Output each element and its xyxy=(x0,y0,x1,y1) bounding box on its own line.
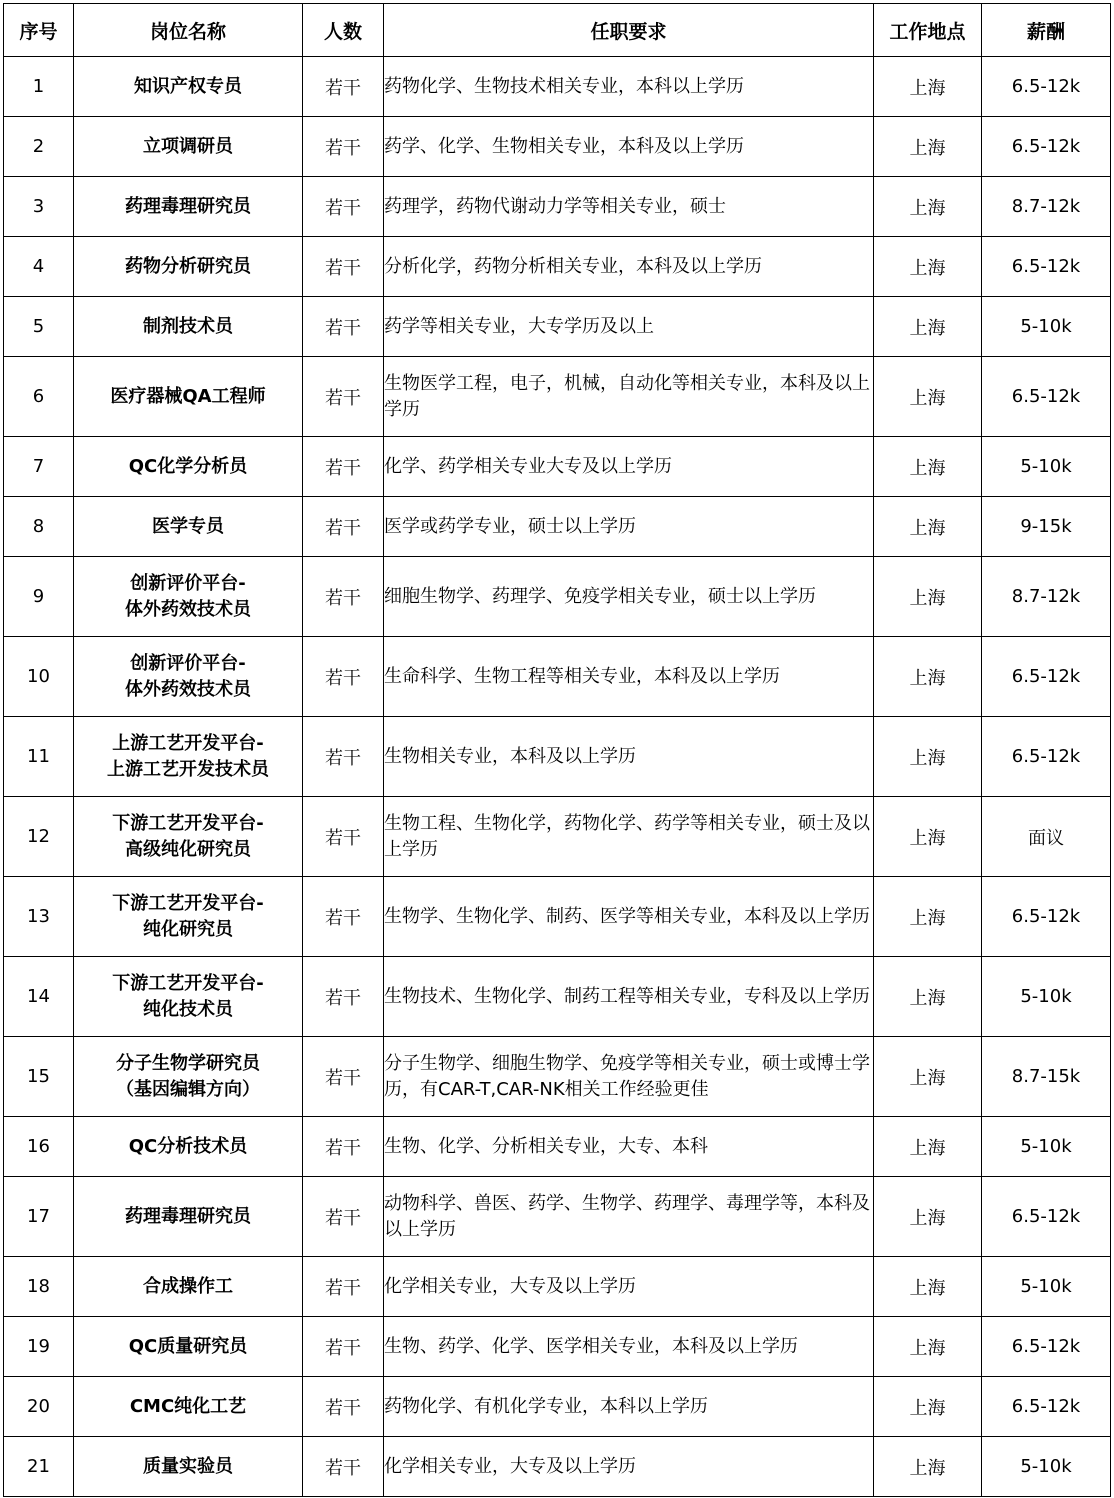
cell-no: 20 xyxy=(4,1377,74,1437)
table-row xyxy=(4,1317,1111,1377)
cell-location: 上海 xyxy=(874,177,982,237)
cell-count: 若干 xyxy=(303,1437,384,1497)
job-table-sheet xyxy=(3,3,1111,1497)
cell-no: 8 xyxy=(4,497,74,557)
cell-title-line: 体外药效技术员 xyxy=(125,598,251,620)
cell-count: 若干 xyxy=(303,497,384,557)
cell-location: 上海 xyxy=(874,117,982,177)
table-row xyxy=(4,57,1111,117)
cell-salary: 6.5-12k xyxy=(982,57,1111,117)
cell-count: 若干 xyxy=(303,177,384,237)
cell-title-line: 下游工艺开发平台- xyxy=(112,812,264,834)
cell-no: 13 xyxy=(4,877,74,957)
cell-location: 上海 xyxy=(874,1257,982,1317)
cell-requirements: 生命科学、生物工程等相关专业，本科及以上学历 xyxy=(384,637,874,717)
cell-title xyxy=(74,1037,303,1117)
cell-requirements: 生物学、生物化学、制药、医学等相关专业，本科及以上学历 xyxy=(384,877,874,957)
cell-salary: 6.5-12k xyxy=(982,237,1111,297)
cell-count: 若干 xyxy=(303,357,384,437)
cell-requirements: 化学相关专业，大专及以上学历 xyxy=(384,1257,874,1317)
cell-salary: 5-10k xyxy=(982,297,1111,357)
cell-title-line: 立项调研员 xyxy=(143,135,233,157)
cell-salary: 8.7-15k xyxy=(982,1037,1111,1117)
job-table-body xyxy=(4,57,1111,1497)
cell-count: 若干 xyxy=(303,957,384,1037)
table-row xyxy=(4,637,1111,717)
header-location: 工作地点 xyxy=(874,4,982,57)
cell-title-line: 药理毒理研究员 xyxy=(125,195,251,217)
cell-location: 上海 xyxy=(874,797,982,877)
cell-count: 若干 xyxy=(303,297,384,357)
cell-requirements: 生物技术、生物化学、制药工程等相关专业，专科及以上学历 xyxy=(384,957,874,1037)
cell-count: 若干 xyxy=(303,877,384,957)
cell-title xyxy=(74,557,303,637)
cell-title-line: 合成操作工 xyxy=(143,1275,233,1297)
cell-location: 上海 xyxy=(874,1437,982,1497)
cell-title xyxy=(74,1437,303,1497)
cell-title xyxy=(74,437,303,497)
cell-title xyxy=(74,1117,303,1177)
table-row xyxy=(4,117,1111,177)
cell-location: 上海 xyxy=(874,57,982,117)
cell-requirements: 分析化学，药物分析相关专业，本科及以上学历 xyxy=(384,237,874,297)
cell-salary: 9-15k xyxy=(982,497,1111,557)
cell-requirements: 药物化学、有机化学专业，本科以上学历 xyxy=(384,1377,874,1437)
cell-location: 上海 xyxy=(874,497,982,557)
cell-salary: 6.5-12k xyxy=(982,637,1111,717)
header-count: 人数 xyxy=(303,4,384,57)
cell-no: 4 xyxy=(4,237,74,297)
cell-title xyxy=(74,957,303,1037)
cell-count: 若干 xyxy=(303,717,384,797)
table-row xyxy=(4,1117,1111,1177)
cell-location: 上海 xyxy=(874,237,982,297)
cell-title xyxy=(74,497,303,557)
cell-count: 若干 xyxy=(303,437,384,497)
cell-requirements: 生物、药学、化学、医学相关专业，本科及以上学历 xyxy=(384,1317,874,1377)
header-title: 岗位名称 xyxy=(74,4,303,57)
table-row xyxy=(4,1177,1111,1257)
table-row xyxy=(4,1377,1111,1437)
cell-no: 1 xyxy=(4,57,74,117)
cell-count: 若干 xyxy=(303,1117,384,1177)
cell-requirements: 分子生物学、细胞生物学、免疫学等相关专业，硕士或博士学历，有CAR-T,CAR-NK相关工作经验更佳 xyxy=(384,1037,874,1117)
cell-title-line: 创新评价平台- xyxy=(130,572,246,594)
cell-location: 上海 xyxy=(874,557,982,637)
table-row xyxy=(4,177,1111,237)
cell-title xyxy=(74,297,303,357)
cell-salary: 6.5-12k xyxy=(982,117,1111,177)
cell-requirements: 生物相关专业，本科及以上学历 xyxy=(384,717,874,797)
table-row xyxy=(4,957,1111,1037)
cell-salary: 6.5-12k xyxy=(982,877,1111,957)
cell-count: 若干 xyxy=(303,1177,384,1257)
cell-title xyxy=(74,1257,303,1317)
cell-title xyxy=(74,57,303,117)
cell-location: 上海 xyxy=(874,437,982,497)
table-header-row xyxy=(4,4,1111,57)
cell-requirements: 药理学，药物代谢动力学等相关专业，硕士 xyxy=(384,177,874,237)
cell-count: 若干 xyxy=(303,1257,384,1317)
cell-salary: 8.7-12k xyxy=(982,557,1111,637)
cell-title-line: 药理毒理研究员 xyxy=(125,1205,251,1227)
cell-location: 上海 xyxy=(874,1117,982,1177)
header-no: 序号 xyxy=(4,4,74,57)
cell-no: 15 xyxy=(4,1037,74,1117)
cell-requirements: 生物医学工程，电子，机械，自动化等相关专业，本科及以上学历 xyxy=(384,357,874,437)
cell-title xyxy=(74,1377,303,1437)
cell-location: 上海 xyxy=(874,877,982,957)
header-salary: 薪酬 xyxy=(982,4,1111,57)
cell-salary: 6.5-12k xyxy=(982,1377,1111,1437)
cell-count: 若干 xyxy=(303,797,384,877)
cell-location: 上海 xyxy=(874,357,982,437)
cell-no: 11 xyxy=(4,717,74,797)
job-table xyxy=(3,3,1111,1497)
cell-title-line: CMC纯化工艺 xyxy=(129,1395,247,1417)
cell-salary: 6.5-12k xyxy=(982,357,1111,437)
cell-title-line: 医疗器械QA工程师 xyxy=(110,385,266,407)
cell-salary: 5-10k xyxy=(982,1437,1111,1497)
cell-location: 上海 xyxy=(874,717,982,797)
table-row xyxy=(4,357,1111,437)
cell-salary: 5-10k xyxy=(982,957,1111,1037)
cell-requirements: 药物化学、生物技术相关专业，本科以上学历 xyxy=(384,57,874,117)
cell-title-line: 制剂技术员 xyxy=(143,315,233,337)
cell-count: 若干 xyxy=(303,117,384,177)
cell-no: 19 xyxy=(4,1317,74,1377)
table-row xyxy=(4,557,1111,637)
cell-no: 2 xyxy=(4,117,74,177)
cell-location: 上海 xyxy=(874,637,982,717)
table-row xyxy=(4,1437,1111,1497)
cell-title-line: 分子生物学研究员 xyxy=(116,1052,260,1074)
table-row xyxy=(4,877,1111,957)
cell-requirements: 药学、化学、生物相关专业，本科及以上学历 xyxy=(384,117,874,177)
cell-title-line: QC分析技术员 xyxy=(128,1135,248,1157)
cell-title-line: QC质量研究员 xyxy=(128,1335,248,1357)
header-requirements: 任职要求 xyxy=(384,4,874,57)
cell-no: 9 xyxy=(4,557,74,637)
cell-title-line: 质量实验员 xyxy=(143,1455,233,1477)
cell-requirements: 药学等相关专业，大专学历及以上 xyxy=(384,297,874,357)
cell-title-line: 药物分析研究员 xyxy=(125,255,251,277)
cell-title-line: 纯化技术员 xyxy=(143,998,233,1020)
cell-title xyxy=(74,1317,303,1377)
cell-salary: 6.5-12k xyxy=(982,717,1111,797)
cell-title-line: QC化学分析员 xyxy=(128,455,248,477)
cell-requirements: 化学相关专业，大专及以上学历 xyxy=(384,1437,874,1497)
cell-title-line: （基因编辑方向） xyxy=(116,1078,260,1100)
cell-title-line: 知识产权专员 xyxy=(134,75,242,97)
table-row xyxy=(4,1037,1111,1117)
cell-no: 6 xyxy=(4,357,74,437)
cell-salary: 8.7-12k xyxy=(982,177,1111,237)
cell-no: 3 xyxy=(4,177,74,237)
cell-title xyxy=(74,797,303,877)
table-row xyxy=(4,237,1111,297)
cell-no: 16 xyxy=(4,1117,74,1177)
cell-salary: 6.5-12k xyxy=(982,1177,1111,1257)
cell-count: 若干 xyxy=(303,1037,384,1117)
cell-title xyxy=(74,177,303,237)
cell-no: 17 xyxy=(4,1177,74,1257)
cell-title xyxy=(74,877,303,957)
cell-title-line: 下游工艺开发平台- xyxy=(112,892,264,914)
cell-location: 上海 xyxy=(874,1377,982,1437)
table-row xyxy=(4,297,1111,357)
cell-no: 7 xyxy=(4,437,74,497)
cell-count: 若干 xyxy=(303,1377,384,1437)
cell-count: 若干 xyxy=(303,557,384,637)
cell-requirements: 动物科学、兽医、药学、生物学、药理学、毒理学等，本科及以上学历 xyxy=(384,1177,874,1257)
cell-count: 若干 xyxy=(303,237,384,297)
cell-location: 上海 xyxy=(874,957,982,1037)
cell-title-line: 体外药效技术员 xyxy=(125,678,251,700)
table-row xyxy=(4,717,1111,797)
cell-location: 上海 xyxy=(874,1317,982,1377)
cell-title xyxy=(74,637,303,717)
cell-salary: 面议 xyxy=(982,797,1111,877)
cell-no: 18 xyxy=(4,1257,74,1317)
cell-requirements: 医学或药学专业，硕士以上学历 xyxy=(384,497,874,557)
cell-location: 上海 xyxy=(874,297,982,357)
cell-no: 5 xyxy=(4,297,74,357)
cell-no: 14 xyxy=(4,957,74,1037)
cell-title-line: 创新评价平台- xyxy=(130,652,246,674)
cell-requirements: 生物工程、生物化学，药物化学、药学等相关专业，硕士及以上学历 xyxy=(384,797,874,877)
cell-title-line: 下游工艺开发平台- xyxy=(112,972,264,994)
cell-no: 12 xyxy=(4,797,74,877)
cell-salary: 5-10k xyxy=(982,1117,1111,1177)
cell-title xyxy=(74,717,303,797)
cell-title-line: 上游工艺开发技术员 xyxy=(107,758,269,780)
cell-requirements: 化学、药学相关专业大专及以上学历 xyxy=(384,437,874,497)
cell-count: 若干 xyxy=(303,57,384,117)
table-row xyxy=(4,797,1111,877)
cell-title-line: 上游工艺开发平台- xyxy=(112,732,264,754)
cell-title-line: 医学专员 xyxy=(152,515,224,537)
cell-salary: 5-10k xyxy=(982,437,1111,497)
cell-title-line: 高级纯化研究员 xyxy=(125,838,251,860)
cell-title xyxy=(74,357,303,437)
cell-salary: 5-10k xyxy=(982,1257,1111,1317)
cell-location: 上海 xyxy=(874,1037,982,1117)
cell-count: 若干 xyxy=(303,637,384,717)
cell-count: 若干 xyxy=(303,1317,384,1377)
cell-requirements: 细胞生物学、药理学、免疫学相关专业，硕士以上学历 xyxy=(384,557,874,637)
table-row xyxy=(4,1257,1111,1317)
table-row xyxy=(4,437,1111,497)
cell-title xyxy=(74,1177,303,1257)
cell-no: 21 xyxy=(4,1437,74,1497)
cell-requirements: 生物、化学、分析相关专业，大专、本科 xyxy=(384,1117,874,1177)
cell-no: 10 xyxy=(4,637,74,717)
cell-salary: 6.5-12k xyxy=(982,1317,1111,1377)
cell-title xyxy=(74,237,303,297)
cell-title xyxy=(74,117,303,177)
table-row xyxy=(4,497,1111,557)
cell-location: 上海 xyxy=(874,1177,982,1257)
cell-title-line: 纯化研究员 xyxy=(143,918,233,940)
